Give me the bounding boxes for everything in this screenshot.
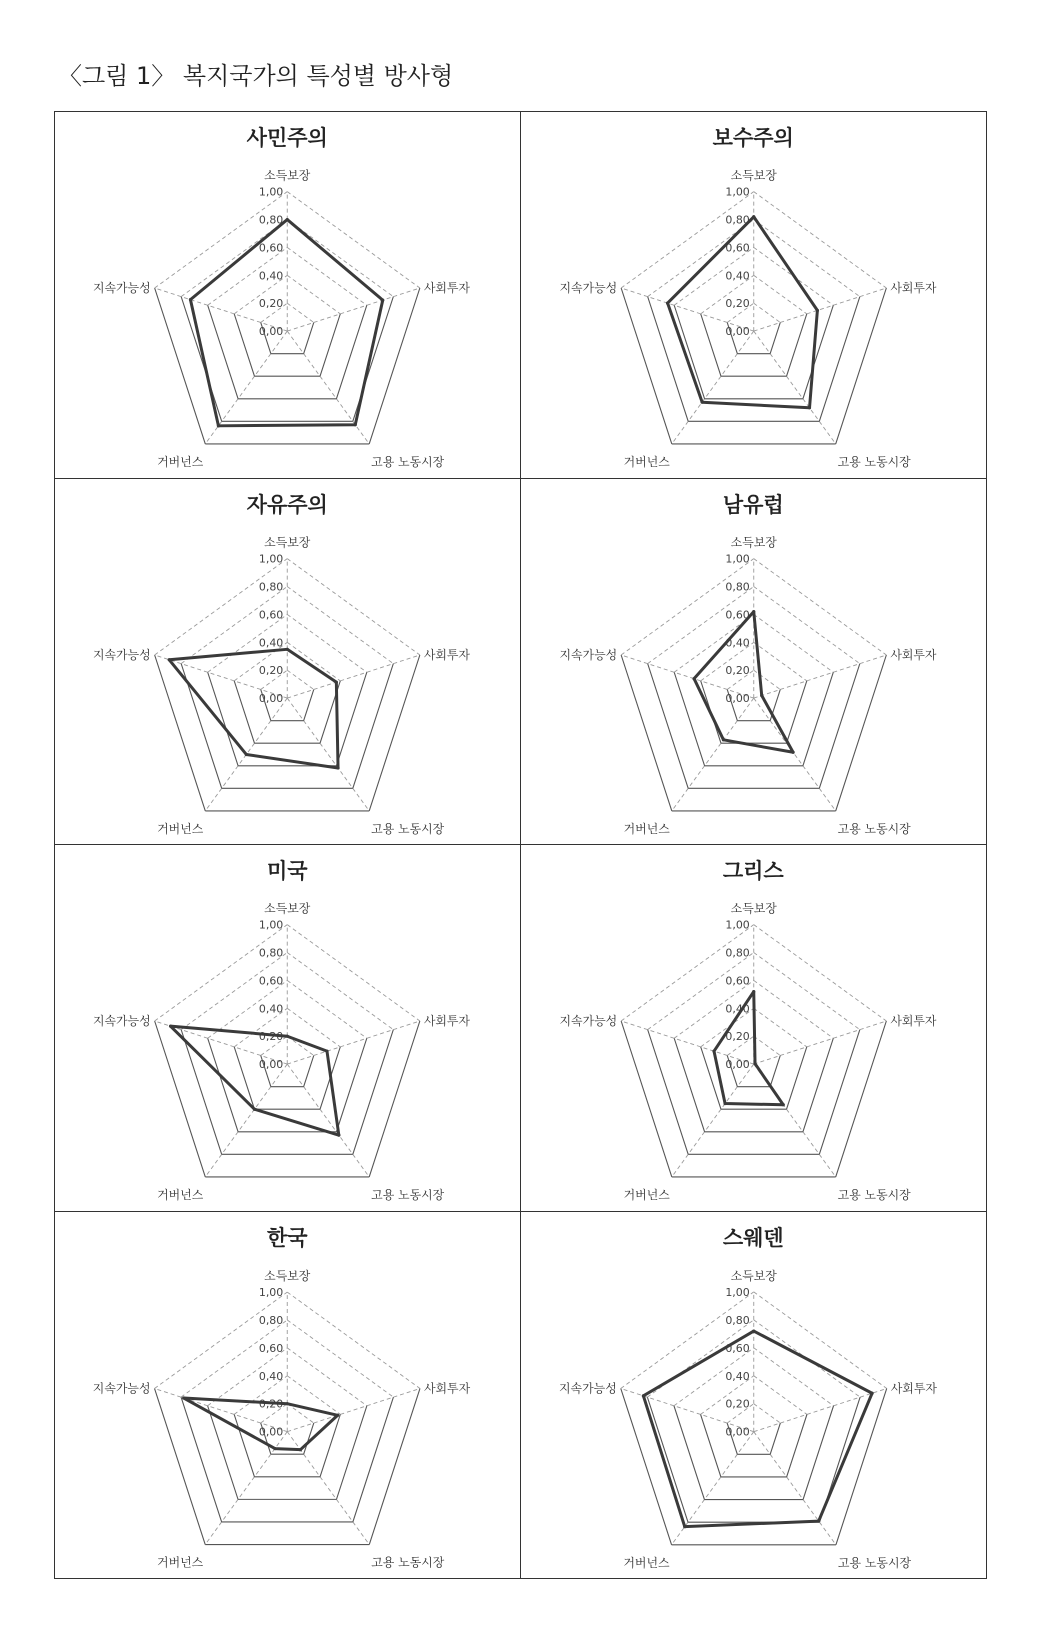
tick-label: 0,40 <box>258 1002 284 1016</box>
grid-ring <box>620 1388 671 1544</box>
axis-label: 고용 노동시장 <box>371 821 445 836</box>
tick-label: 0,00 <box>724 325 750 339</box>
grid-ring <box>181 1030 222 1155</box>
grid-ring <box>304 689 314 720</box>
data-point <box>692 677 695 680</box>
data-point <box>760 693 763 696</box>
figure-title: 〈그림 1〉 복지국가의 특성별 방사형 <box>58 62 454 90</box>
axis-label: 지속가능성 <box>558 1013 617 1028</box>
grid-ring <box>753 925 886 1021</box>
radar-panel <box>521 1212 987 1579</box>
tick-label: 0,20 <box>258 1030 284 1044</box>
grid-ring <box>819 663 860 788</box>
grid-ring <box>786 314 806 376</box>
tick-label: 0,20 <box>258 1397 284 1411</box>
axis-label: 소득보장 <box>264 901 311 916</box>
axis-label: 소득보장 <box>264 535 311 550</box>
data-point <box>325 1050 328 1053</box>
data-point <box>335 680 338 683</box>
data-point <box>273 1446 276 1449</box>
data-point <box>791 750 794 753</box>
tick-label: 1,00 <box>724 552 750 566</box>
radar-chart <box>521 845 987 1211</box>
data-point <box>189 298 192 301</box>
data-point <box>721 738 724 741</box>
axis-label: 소득보장 <box>730 1268 777 1283</box>
grid-ring <box>802 1038 832 1132</box>
grid-ring <box>700 1047 720 1109</box>
data-point <box>753 1062 756 1065</box>
axis-label: 사회투자 <box>423 280 470 295</box>
grid-ring <box>287 925 420 1021</box>
grid-ring <box>835 1021 886 1177</box>
data-point <box>817 1519 820 1522</box>
grid-ring <box>674 305 704 399</box>
tick-label: 0,20 <box>724 1030 750 1044</box>
axis-label: 사회투자 <box>890 1380 937 1395</box>
radar-panel <box>521 845 987 1212</box>
axis-label: 거버넌스 <box>157 1554 204 1569</box>
data-point <box>752 610 755 613</box>
axis-spoke <box>205 1064 287 1177</box>
radar-panel <box>55 1212 521 1579</box>
grid-ring <box>287 1347 367 1405</box>
grid-ring <box>753 586 859 663</box>
chart-title: 한국 <box>266 1225 308 1250</box>
tick-label: 1,00 <box>724 1285 750 1299</box>
axis-label: 지속가능성 <box>558 280 617 295</box>
data-point <box>182 1396 185 1399</box>
grid-ring <box>234 314 254 376</box>
radar-chart <box>55 479 520 845</box>
tick-label: 0,80 <box>724 580 750 594</box>
data-point <box>337 1134 340 1137</box>
axis-spoke <box>753 698 835 811</box>
data-point <box>700 401 703 404</box>
axis-label: 지속가능성 <box>92 1013 151 1028</box>
tick-label: 0,60 <box>258 241 284 255</box>
radar-chart <box>521 112 987 478</box>
grid-ring <box>304 1055 314 1086</box>
data-point <box>815 309 818 312</box>
radar-panel <box>55 479 521 846</box>
tick-label: 0,00 <box>724 1058 750 1072</box>
series-line <box>643 1331 872 1527</box>
tick-label: 0,00 <box>258 1425 284 1439</box>
chart-title: 스웨덴 <box>722 1225 784 1250</box>
grid-ring <box>287 586 393 663</box>
radar-panel <box>55 845 521 1212</box>
data-point <box>683 1525 686 1528</box>
axis-label: 지속가능성 <box>92 647 151 662</box>
axis-label: 지속가능성 <box>92 1380 151 1395</box>
axis-spoke <box>287 1064 369 1177</box>
grid-ring <box>369 1021 420 1177</box>
grid-ring <box>647 1030 688 1155</box>
grid-ring <box>770 1055 780 1086</box>
axis-spoke <box>753 655 886 698</box>
tick-label: 0,20 <box>258 297 284 311</box>
data-point <box>752 215 755 218</box>
grid-ring <box>287 303 314 322</box>
data-point <box>381 298 384 301</box>
grid-ring <box>753 1375 806 1414</box>
radar-chart-grid <box>54 111 987 1579</box>
axis-label: 거버넌스 <box>157 821 204 836</box>
axis-label: 거버넌스 <box>623 821 670 836</box>
tick-label: 0,80 <box>724 946 750 960</box>
axis-spoke <box>287 331 369 444</box>
tick-label: 0,00 <box>724 691 750 705</box>
grid-ring <box>819 297 860 422</box>
grid-ring <box>819 1030 860 1155</box>
axis-spoke <box>753 331 835 444</box>
grid-ring <box>181 297 222 422</box>
axis-label: 고용 노동시장 <box>837 1555 911 1570</box>
grid-ring <box>369 655 420 811</box>
axis-label: 고용 노동시장 <box>837 821 911 836</box>
grid-ring <box>369 1388 420 1544</box>
grid-ring <box>753 220 859 297</box>
grid-ring <box>208 305 238 399</box>
grid-ring <box>673 1405 703 1499</box>
axis-label: 고용 노동시장 <box>371 1554 445 1569</box>
grid-ring <box>647 297 688 422</box>
grid-ring <box>181 1319 287 1396</box>
tick-label: 0,80 <box>724 213 750 227</box>
tick-label: 0,80 <box>258 580 284 594</box>
axis-label: 사회투자 <box>889 647 936 662</box>
grid-ring <box>674 1038 704 1132</box>
grid-ring <box>287 1008 340 1047</box>
radar-chart <box>55 1212 520 1579</box>
axis-label: 거버넌스 <box>622 1555 670 1570</box>
grid-ring <box>700 1414 720 1477</box>
grid-ring <box>753 1347 833 1405</box>
tick-label: 0,60 <box>258 974 284 988</box>
grid-ring <box>835 655 886 811</box>
data-point <box>336 766 339 769</box>
grid-ring <box>304 322 314 353</box>
grid-ring <box>155 655 206 811</box>
grid-ring <box>786 680 806 742</box>
data-point <box>286 1035 289 1038</box>
tick-label: 1,00 <box>258 918 284 932</box>
grid-ring <box>155 288 206 444</box>
grid-ring <box>674 672 704 766</box>
grid-ring <box>770 322 780 353</box>
radar-chart <box>55 112 520 478</box>
grid-ring <box>753 303 780 322</box>
chart-title: 그리스 <box>722 859 784 883</box>
data-point <box>168 658 171 661</box>
grid-ring <box>753 558 886 654</box>
grid-ring <box>181 953 287 1030</box>
tick-label: 0,60 <box>724 974 750 988</box>
data-point <box>169 1025 172 1028</box>
grid-ring <box>803 1405 833 1499</box>
grid-ring <box>287 670 314 689</box>
axis-spoke <box>753 288 886 331</box>
grid-ring <box>753 670 780 689</box>
radar-panel <box>55 112 521 479</box>
grid-ring <box>647 663 688 788</box>
grid-ring <box>753 1036 780 1055</box>
axis-label: 거버넌스 <box>157 454 204 469</box>
grid-ring <box>835 288 886 444</box>
axis-label: 소득보장 <box>264 168 311 183</box>
axis-label: 지속가능성 <box>558 1380 617 1395</box>
grid-ring <box>336 305 366 399</box>
grid-ring <box>753 614 833 672</box>
grid-ring <box>336 672 366 766</box>
grid-ring <box>835 1388 886 1544</box>
axis-spoke <box>287 1388 420 1431</box>
grid-ring <box>647 1397 688 1522</box>
grid-ring <box>369 288 420 444</box>
grid-ring <box>621 288 672 444</box>
grid-ring <box>753 192 886 288</box>
series-line <box>190 220 382 426</box>
radar-panel <box>521 112 987 479</box>
axis-spoke <box>287 288 420 331</box>
grid-ring <box>287 275 340 314</box>
data-point <box>807 406 810 409</box>
tick-label: 1,00 <box>258 552 284 566</box>
data-point <box>253 1108 256 1111</box>
tick-label: 0,60 <box>724 241 750 255</box>
axis-label: 고용 노동시장 <box>837 454 911 469</box>
grid-ring <box>786 1047 806 1109</box>
tick-label: 0,80 <box>258 213 284 227</box>
tick-label: 1,00 <box>724 185 750 199</box>
grid-ring <box>320 314 340 376</box>
grid-ring <box>287 558 420 654</box>
tick-label: 1,00 <box>258 185 284 199</box>
tick-label: 0,80 <box>258 946 284 960</box>
tick-label: 1,00 <box>724 918 750 932</box>
grid-ring <box>287 614 367 672</box>
axis-label: 거버넌스 <box>157 1187 204 1202</box>
tick-label: 0,60 <box>724 607 750 621</box>
axis-label: 고용 노동시장 <box>371 454 445 469</box>
radar-chart <box>55 845 520 1211</box>
grid-ring <box>155 1021 206 1177</box>
grid-ring <box>753 1403 780 1422</box>
tick-label: 0,20 <box>724 297 750 311</box>
tick-label: 0,00 <box>724 1425 750 1439</box>
axis-label: 지속가능성 <box>558 647 617 662</box>
axis-spoke <box>753 1388 886 1431</box>
data-point <box>641 1394 644 1397</box>
data-point <box>752 990 755 993</box>
chart-title: 자유주의 <box>246 492 328 517</box>
axis-label: 사회투자 <box>423 1380 471 1395</box>
grid-ring <box>155 1388 206 1544</box>
tick-label: 0,40 <box>258 269 284 283</box>
tick-label: 1,00 <box>258 1285 284 1299</box>
grid-ring <box>621 1021 672 1177</box>
axis-label: 지속가능성 <box>92 280 151 295</box>
grid-ring <box>234 680 254 742</box>
grid-ring <box>208 1038 238 1132</box>
grid-ring <box>647 586 753 663</box>
axis-label: 소득보장 <box>730 535 777 550</box>
axis-label: 거버넌스 <box>623 454 670 469</box>
data-point <box>286 647 289 650</box>
tick-label: 0,00 <box>258 325 284 339</box>
axis-spoke <box>753 1431 835 1544</box>
tick-label: 0,20 <box>724 1397 750 1411</box>
axis-spoke <box>287 698 369 811</box>
grid-ring <box>700 314 720 376</box>
grid-ring <box>287 980 367 1038</box>
grid-ring <box>353 1030 394 1155</box>
grid-ring <box>753 953 859 1030</box>
tick-label: 0,40 <box>724 1002 750 1016</box>
axis-label: 고용 노동시장 <box>837 1187 911 1202</box>
data-point <box>752 1329 755 1332</box>
chart-title: 보수주의 <box>712 126 794 150</box>
tick-label: 0,80 <box>724 1313 750 1327</box>
data-point <box>781 1103 784 1106</box>
chart-title: 사민주의 <box>246 126 328 150</box>
axis-label: 사회투자 <box>423 647 470 662</box>
grid-ring <box>287 1319 393 1396</box>
axis-label: 소득보장 <box>730 901 777 916</box>
grid-ring <box>208 672 238 766</box>
axis-label: 사회투자 <box>889 280 936 295</box>
chart-title: 미국 <box>266 859 308 883</box>
tick-label: 0,00 <box>258 1058 284 1072</box>
tick-label: 0,40 <box>258 635 284 649</box>
data-point <box>723 1102 726 1105</box>
axis-label: 고용 노동시장 <box>371 1187 445 1202</box>
tick-label: 0,40 <box>724 1369 750 1383</box>
grid-ring <box>786 1414 806 1477</box>
axis-spoke <box>671 1064 753 1177</box>
chart-title: 남유럽 <box>722 492 784 517</box>
grid-ring <box>287 1292 420 1388</box>
axis-spoke <box>753 1021 886 1064</box>
grid-ring <box>802 672 832 766</box>
grid-ring <box>753 642 806 681</box>
axis-label: 사회투자 <box>889 1013 936 1028</box>
radar-panel <box>521 479 987 846</box>
axis-label: 거버넌스 <box>623 1187 670 1202</box>
grid-ring <box>287 642 340 681</box>
grid-ring <box>353 1397 394 1522</box>
data-point <box>336 1413 339 1416</box>
data-point <box>245 752 248 755</box>
grid-ring <box>621 655 672 811</box>
tick-label: 0,80 <box>258 1313 284 1327</box>
grid-ring <box>336 1038 366 1132</box>
series-line <box>171 1026 339 1135</box>
radar-chart <box>521 1212 987 1579</box>
data-point <box>354 423 357 426</box>
tick-label: 0,20 <box>258 663 284 677</box>
grid-ring <box>234 1414 254 1476</box>
axis-label: 소득보장 <box>264 1268 311 1283</box>
grid-ring <box>753 980 833 1038</box>
tick-label: 0,20 <box>724 663 750 677</box>
grid-ring <box>353 663 394 788</box>
axis-label: 사회투자 <box>423 1013 470 1028</box>
grid-ring <box>753 1008 806 1047</box>
tick-label: 0,00 <box>258 691 284 705</box>
data-point <box>870 1391 873 1394</box>
axis-label: 소득보장 <box>730 168 777 183</box>
tick-label: 0,40 <box>258 1369 284 1383</box>
tick-label: 0,60 <box>258 607 284 621</box>
radar-chart <box>521 479 987 845</box>
tick-label: 0,60 <box>258 1341 284 1355</box>
grid-ring <box>287 953 393 1030</box>
data-point <box>286 218 289 221</box>
tick-label: 0,60 <box>724 1341 750 1355</box>
tick-label: 0,40 <box>724 635 750 649</box>
grid-ring <box>336 1405 366 1499</box>
data-point <box>217 424 220 427</box>
data-point <box>665 302 668 305</box>
grid-ring <box>770 1423 780 1454</box>
data-point <box>286 1402 289 1405</box>
data-point <box>712 1050 715 1053</box>
data-point <box>299 1448 302 1451</box>
tick-label: 0,40 <box>724 269 750 283</box>
